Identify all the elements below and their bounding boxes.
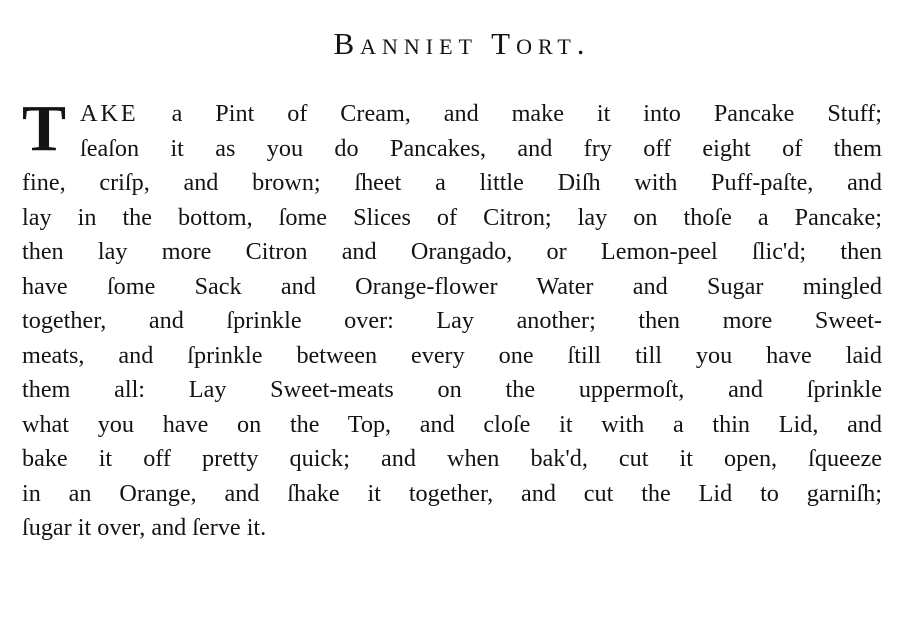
recipe-line-7: together, and ſprinkle over: Lay another; then more Sweet-: [22, 307, 882, 334]
recipe-body: [22, 92, 882, 546]
recipe-line-5: then lay more Citron and Orangado, or Lemon-peel ſlic'd; then: [22, 238, 882, 265]
recipe-line-4: lay in the bottom, ſome Slices of Citron; lay on thoſe a Pancake;: [22, 203, 882, 231]
recipe-line-12: in an Orange, and ſhake it together, and cut the Lid to garniſh;: [22, 479, 882, 507]
recipe-line-8: meats, and ſprinkle between every one ſtill till you have laid: [22, 341, 882, 369]
recipe-line-13: ſugar it over, and ſerve it.: [22, 514, 267, 541]
recipe-line-2: ſeaſon it as you do Pancakes, and fry off eight of them: [80, 134, 882, 162]
recipe-line-3: fine, criſp, and brown; ſheet a little Diſh with Puff-paſte, and: [22, 169, 882, 196]
recipe-line-10: what you have on the Top, and cloſe it with a thin Lid, and: [22, 410, 882, 438]
recipe-line-6: have ſome Sack and Orange-flower Water and Sugar mingled: [22, 272, 882, 300]
line-1-rest: a Pint of Cream, and make it into Pancake Stuff;: [138, 100, 882, 127]
recipe-line-11: bake it off pretty quick; and when bak'd, cut it open, ſqueeze: [22, 445, 882, 472]
recipe-title: Banniet Tort.: [333, 26, 591, 61]
recipe-line-9: them all: Lay Sweet-meats on the uppermoſt, and ſprinkle: [22, 376, 882, 403]
first-word-rest: AKE: [80, 100, 139, 127]
drop-cap: T: [22, 92, 67, 165]
